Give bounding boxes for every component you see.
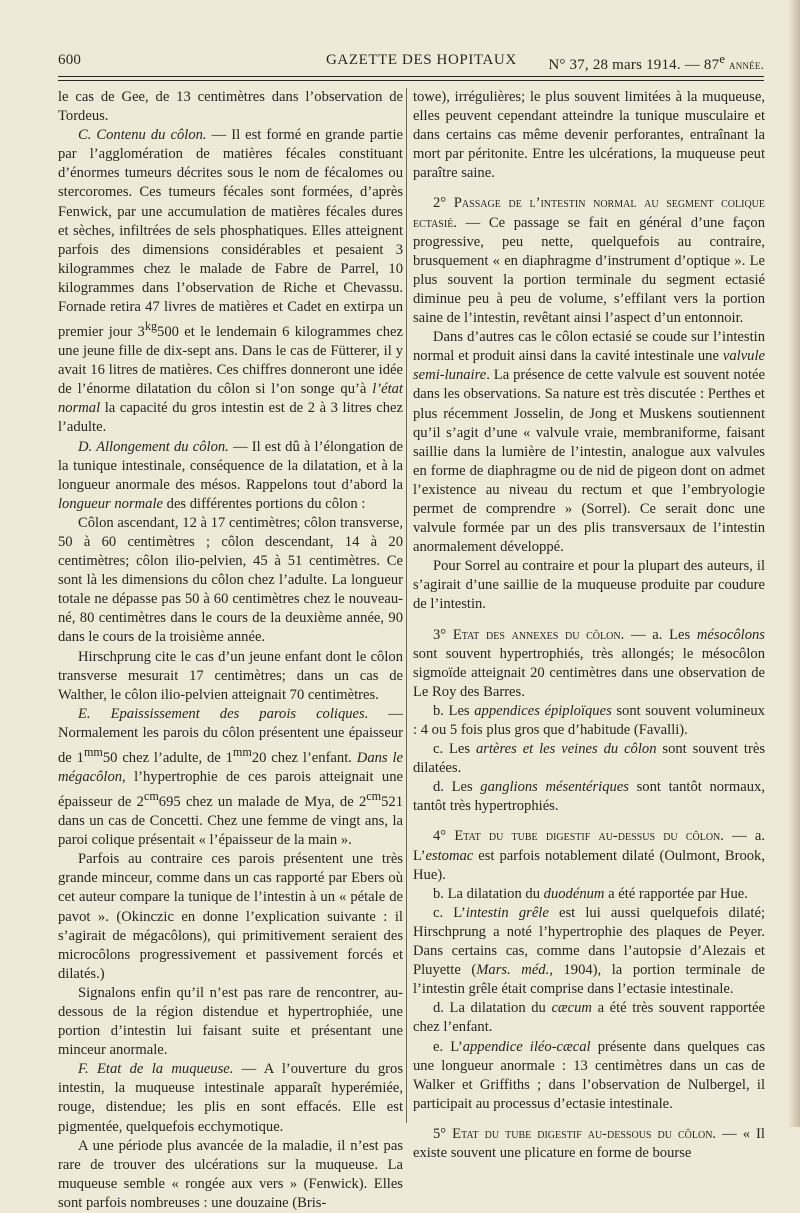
paragraph: le cas de Gee, de 13 centimètres dans l’observation de Tordeus. <box>58 89 403 125</box>
paragraph-valvule: Dans d’autres cas le côlon ectasié se coude sur l’intestin normal et produit ainsi dans la cavité intestinale une valvule semi-lunaire. La présence de cette valvule est souvent notée dans les observations. Sa nature est très discutée : Perthes et plus récemment Josselin, de Jong et Muskens soutiennent qu’il s’agit d’une « valvule vraie, membraniforme, faisant saillie dans la lumière de l’intestin, analogue aux valvules en forme de diaphragme ou de nid de pigeon dont on admet l’existence au niveau du rectum et que l’embryologie permet de comprendre » (Sorrel). Ce serait donc une valvule formée par un des plis transversaux de l’intestin anormalement développé. <box>413 329 765 556</box>
paragraph: towe), irrégulières; le plus souvent limitées à la muqueuse, elles peuvent cependant atteindre la tunique musculaire et dans certains cas même devenir perforantes, entraînant la mort par péritonite. Entre les ulcérations, la muqueuse peut paraître saine. <box>413 89 765 182</box>
left-column <box>58 88 403 1213</box>
column-divider <box>406 88 407 1123</box>
paragraph-contenu: C. Contenu du côlon. — Il est formé en grande partie par l’agglomération de matières fécales constituant d’énormes tumeurs décrites sous le nom de fécalomes ou stercoromes. Ces tumeurs fécales sont formées, d’après Fenwick, par une accumulation de matières fécales dures et sèches, infiltrées de sels phosphatiques. Elles atteignent parfois des dimensions considérables et pesaient 3 kilogrammes chez le malade de Fabre de Parrel, 10 kilogrammes dans l’observation de Riche et Chevassu. Fornade retira 47 livres de matières et Cadet en extirpa un premier jour $3^{kg}500$ et le lendemain 6 kilogrammes chez une jeune fille de dix-sept ans. Dans le cas de Fütterer, il y avait 16 litres de matières. Ces chiffres donneront une idée de l’énorme dilatation du côlon si l’on songe qu’à l’état normal la capacité du gros intestin est de 2 à 3 litres chez l’adulte. <box>58 127 403 436</box>
header-rule <box>58 76 764 77</box>
issue-info: N° 37, 28 mars 1914. — 87e année. <box>548 52 764 73</box>
page-number: 600 <box>58 52 82 68</box>
paragraph-muqueuse: F. Etat de la muqueuse. — A l’ouverture du gros intestin, la muqueuse intestinale apparaît hyperémiée, rouge, distendue; les plis en sont effacés. Elle est pigmentée, quelquefois ecchymotique. <box>58 1061 403 1135</box>
paragraph: Côlon ascendant, 12 à 17 centimètres; côlon transverse, 50 à 60 centimètres ; côlon descendant, 14 à 20 centimètres; côlon ilio-pelvien, 45 à 51 centimètres. Ce sont là les dimensions du côlon chez l’adulte. La longueur totale ne dépasse pas 50 à 60 centimètres chez le nouveau-né, 80 centimètres dans le cours de la deuxième année, 90 dans le cours de la troisième année. <box>58 514 403 646</box>
paragraph-allongement: D. Allongement du côlon. — Il est dû à l’élongation de la tunique intestinale, conséquence de la dilatation, et à la longueur anormale des mésos. Rappelons tout d’abord la longueur normale des différentes portions du côlon : <box>58 438 404 512</box>
section-passage: 2° Passage de l’intestin normal au segment colique ectasié. — Ce passage se fait en général d’une façon progressive, peu nette, quelquefois au contraire, brusquement « en diaphragme d’instrument d’optique ». Le plus souvent la portion terminale du segment ectasié diminue peu à peu de volume, s’effilant vers la portion saine de l’intestin, revêtant ainsi l’aspect d’un entonnoir. <box>413 195 765 327</box>
header-rule-thin <box>58 80 764 81</box>
running-header <box>58 50 764 72</box>
paragraph: b. La dilatation du duodénum a été rapportée par Hue. <box>433 885 748 902</box>
paragraph: c. Les artères et les veines du côlon sont souvent très dilatées. <box>413 741 765 777</box>
paragraph: Hirschprung cite le cas d’un jeune enfant dont le côlon transverse mesurait 17 centimètres; dans un cas de Walther, le côlon ilio-pelvien atteignait 70 centimètres. <box>58 648 403 703</box>
section-au-dessus: 4° Etat du tube digestif au-dessus du côlon. — a. L’estomac est parfois notablement dilaté (Oulmont, Brook, Hue). <box>413 828 765 883</box>
section-annexes: 3° Etat des annexes du côlon. — a. Les mésocôlons sont souvent hypertrophiés, très allongés; le mésocôlon sigmoïde atteignait 20 centimètres dans une observation de Le Roy des Barres. <box>413 626 765 700</box>
paragraph: d. La dilatation du cæcum a été très souvent rapportée chez l’enfant. <box>413 1000 765 1036</box>
section-au-dessous: 5° Etat du tube digestif au-dessous du côlon. — « Il existe souvent une plicature en forme de bourse <box>413 1125 765 1161</box>
paragraph: d. Les ganglions mésentériques sont tantôt normaux, tantôt très hypertrophiés. <box>413 779 765 815</box>
right-column <box>413 88 765 1163</box>
paragraph: e. L’appendice iléo-cæcal présente dans quelques cas une longueur anormale : 13 centimètres dans un cas de Walker et Griffiths ; dans l’observation de Nulbergel, il participait au processus d’ectasie intestinale. <box>413 1038 765 1112</box>
paragraph: Parfois au contraire ces parois présentent une très grande minceur, comme dans un cas rapporté par Ebers où cet auteur compare la tunique de l’intestin à un « pétale de pavot ». (Okinczic en donne l’explication suivante : il s’agirait de mégacôlons), qui primitivement seraient des microcôlons progressivement et passivement forcés et dilatés.) <box>58 851 403 982</box>
paragraph-epaississement: E. Epaississement des parois coliques. — Normalement les parois du côlon présentent une épaisseur de $1^{mm}50$ chez l’adulte, de $1^{mm}20$ chez l’enfant. Dans le mégacôlon, l’hypertrophie de ces parois atteignait une épaisseur de $2^{cm}695$ chez un malade de Mya, de $2^{cm}521$ dans un cas de Concetti. Chez une femme de vingt ans, la paroi colique présentait « l’épaisseur de la main ». <box>58 705 404 849</box>
paragraph: A une période plus avancée de la maladie, il n’est pas rare de trouver des ulcérations sur la muqueuse. La muqueuse semble « rongée aux vers » (Fenwick). Elles sont parfois nombreuses : une douzaine (Bris- <box>58 1137 403 1211</box>
paragraph: b. Les appendices épiploïques sont souvent volumineux : 4 ou 5 fois plus gros que d’habitude (Favalli). <box>413 702 765 738</box>
paragraph: Signalons enfin qu’il n’est pas rare de rencontrer, au-dessous de la région distendue et hypertrophiée, une portion d’intestin lui faisant suite et présentant une minceur anormale. <box>58 984 403 1059</box>
paragraph: c. L’intestin grêle est lui aussi quelquefois dilaté; Hirschprung a noté l’hypertrophie des plaques de Peyer. Dans certains cas, comme dans l’autopsie d’Alezais et Pluyette (Mars. méd., 1904), la portion terminale de l’intestin grêle était comprise dans l’ectasie intestinale. <box>413 904 766 998</box>
journal-title: GAZETTE DES HOPITAUX <box>326 52 517 68</box>
paragraph: Pour Sorrel au contraire et pour la plupart des auteurs, il s’agirait d’une saillie de la muqueuse produite par coudure de l’intestin. <box>413 558 765 613</box>
page-edge-shadow <box>788 0 800 1127</box>
